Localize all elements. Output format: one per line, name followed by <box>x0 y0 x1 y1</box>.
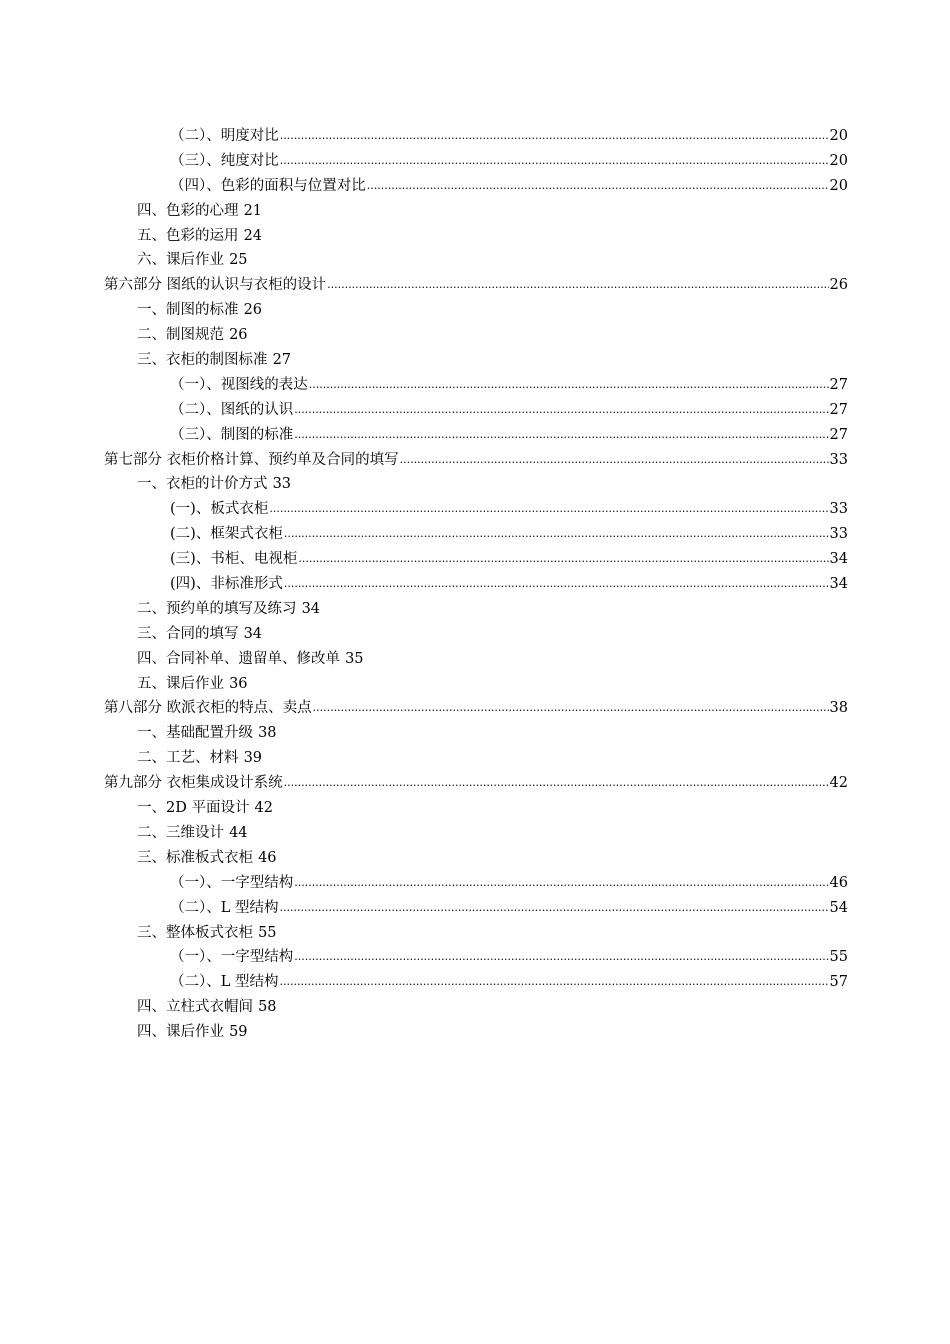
toc-entry[interactable] <box>104 547 848 572</box>
toc-entry-page-number: 44 <box>229 824 248 841</box>
toc-entry-title: 一、衣柜的计价方式 <box>137 476 268 493</box>
toc-entry-page-number: 57 <box>829 974 848 991</box>
toc-dot-leader <box>309 372 829 398</box>
table-of-contents <box>104 124 848 1045</box>
toc-dot-leader <box>294 422 828 448</box>
toc-entry[interactable] <box>104 522 848 547</box>
toc-entry[interactable] <box>104 224 848 249</box>
toc-entry[interactable] <box>104 945 848 970</box>
toc-entry-page-number: 36 <box>229 675 248 692</box>
toc-entry[interactable] <box>104 622 848 647</box>
toc-entry[interactable] <box>104 423 848 448</box>
toc-entry-page-number: 33 <box>829 451 848 468</box>
toc-entry-title: 三、标准板式衣柜 <box>137 849 253 866</box>
toc-entry[interactable] <box>104 323 848 348</box>
toc-entry-title: 六、课后作业 <box>137 252 224 269</box>
toc-entry-title: 第九部分 衣柜集成设计系统 <box>104 775 283 792</box>
toc-dot-leader <box>400 447 829 473</box>
toc-entry-page-number: 38 <box>829 700 848 717</box>
toc-entry[interactable] <box>104 448 848 473</box>
toc-entry-title: （一）、一字型结构 <box>170 874 294 891</box>
toc-entry-title: （三）、纯度对比 <box>170 152 279 169</box>
toc-entry-page-number: 27 <box>272 352 292 369</box>
toc-entry[interactable] <box>104 472 848 497</box>
toc-entry-title: （四）、色彩的面积与位置对比 <box>170 177 366 194</box>
toc-entry-title: 第六部分 图纸的认识与衣柜的设计 <box>104 277 327 294</box>
toc-entry[interactable] <box>104 597 848 622</box>
toc-entry-page-number: 46 <box>829 874 848 891</box>
toc-dot-leader <box>280 895 829 921</box>
toc-entry-title: （一）、一字型结构 <box>170 949 294 966</box>
toc-dot-leader <box>280 969 829 995</box>
toc-entry[interactable] <box>104 298 848 323</box>
toc-entry-title: 二、预约单的填写及练习 <box>137 600 297 617</box>
toc-entry[interactable] <box>104 199 848 224</box>
toc-entry-page-number: 27 <box>829 376 848 393</box>
toc-entry[interactable] <box>104 846 848 871</box>
toc-entry-title: （二）、L 型结构 <box>170 974 279 991</box>
toc-entry-page-number: 58 <box>258 999 277 1016</box>
toc-entry-title: (三)、书柜、电视柜 <box>170 551 298 568</box>
toc-dot-leader <box>294 397 828 423</box>
toc-entry[interactable] <box>104 248 848 273</box>
toc-entry-title: 第八部分 欧派衣柜的特点、卖点 <box>104 700 312 717</box>
toc-entry-title: 一、制图的标准 <box>137 302 239 319</box>
toc-entry-page-number: 59 <box>229 1024 248 1041</box>
toc-entry-page-number: 38 <box>258 725 277 742</box>
toc-entry-page-number: 25 <box>229 252 248 269</box>
toc-entry-title: 二、制图规范 <box>137 327 224 344</box>
toc-entry-page-number: 34 <box>301 600 321 617</box>
toc-entry[interactable] <box>104 373 848 398</box>
toc-entry-page-number: 33 <box>272 476 292 493</box>
toc-entry-title: (四)、非标准形式 <box>170 576 283 593</box>
toc-dot-leader <box>294 944 828 970</box>
toc-entry-page-number: 33 <box>829 501 848 518</box>
toc-entry[interactable] <box>104 696 848 721</box>
toc-entry-title: （二）、明度对比 <box>170 128 279 144</box>
toc-entry-title: （二）、L 型结构 <box>170 899 279 916</box>
toc-entry-title: 三、整体板式衣柜 <box>137 924 253 941</box>
toc-entry-page-number: 39 <box>243 750 263 767</box>
toc-entry-page-number: 21 <box>243 202 263 219</box>
toc-entry-title: （三）、制图的标准 <box>170 426 294 443</box>
toc-entry-title: 五、色彩的运用 <box>137 227 239 244</box>
toc-entry-page-number: 26 <box>829 277 848 294</box>
toc-entry[interactable] <box>104 1020 848 1045</box>
toc-entry[interactable] <box>104 647 848 672</box>
toc-entry-page-number: 46 <box>258 849 277 866</box>
toc-dot-leader <box>327 272 828 298</box>
toc-entry[interactable] <box>104 273 848 298</box>
toc-entry-title: （一）、视图线的表达 <box>170 376 308 393</box>
toc-entry-title: (二)、框架式衣柜 <box>170 526 283 543</box>
toc-entry-page-number: 33 <box>829 526 848 543</box>
toc-entry[interactable] <box>104 746 848 771</box>
toc-entry-page-number: 34 <box>829 551 848 568</box>
toc-entry-title: 三、衣柜的制图标准 <box>137 352 268 369</box>
toc-entry-page-number: 34 <box>243 625 263 642</box>
toc-entry-page-number: 20 <box>829 177 848 194</box>
toc-entry-title: （二）、图纸的认识 <box>170 401 294 418</box>
toc-entry[interactable] <box>104 572 848 597</box>
toc-dot-leader <box>313 695 829 721</box>
toc-entry[interactable] <box>104 970 848 995</box>
toc-entry-page-number: 55 <box>829 949 848 966</box>
toc-entry-title: (一)、板式衣柜 <box>170 501 269 518</box>
toc-entry-page-number: 26 <box>243 302 263 319</box>
toc-entry-page-number: 27 <box>829 426 848 443</box>
toc-dot-leader <box>269 496 828 522</box>
toc-entry[interactable] <box>104 149 848 174</box>
toc-entry[interactable] <box>104 921 848 946</box>
toc-entry-title: 第七部分 衣柜价格计算、预约单及合同的填写 <box>104 451 399 468</box>
toc-entry-title: 二、三维设计 <box>137 824 224 841</box>
toc-entry[interactable] <box>104 821 848 846</box>
toc-entry-page-number: 42 <box>829 775 848 792</box>
toc-entry[interactable] <box>104 896 848 921</box>
toc-entry[interactable] <box>104 174 848 199</box>
toc-entry[interactable] <box>104 348 848 373</box>
toc-dot-leader <box>294 870 828 896</box>
toc-entry-title: 五、课后作业 <box>137 675 224 692</box>
toc-entry[interactable] <box>104 796 848 821</box>
toc-entry[interactable] <box>104 771 848 796</box>
toc-entry-page-number: 20 <box>829 128 848 144</box>
toc-entry-title: 四、色彩的心理 <box>137 202 239 219</box>
toc-entry-page-number: 34 <box>829 576 848 593</box>
toc-entry-title: 一、2D 平面设计 <box>137 800 250 817</box>
toc-entry-page-number: 54 <box>829 899 848 916</box>
toc-entry-page-number: 27 <box>829 401 848 418</box>
toc-entry[interactable] <box>104 995 848 1020</box>
toc-entry-page-number: 42 <box>254 800 273 817</box>
toc-entry[interactable] <box>104 721 848 746</box>
toc-entry[interactable] <box>104 871 848 896</box>
toc-entry-title: 四、合同补单、遗留单、修改单 <box>137 650 340 667</box>
toc-entry-title: 四、课后作业 <box>137 1024 224 1041</box>
toc-entry-page-number: 55 <box>258 924 277 941</box>
toc-entry[interactable] <box>104 398 848 423</box>
toc-dot-leader <box>367 173 829 199</box>
toc-entry-title: 二、工艺、材料 <box>137 750 239 767</box>
toc-entry-page-number: 20 <box>829 152 848 169</box>
toc-dot-leader <box>284 521 829 547</box>
toc-entry-page-number: 35 <box>345 650 364 667</box>
toc-entry[interactable] <box>104 672 848 697</box>
toc-dot-leader <box>280 148 829 174</box>
toc-dot-leader <box>284 770 829 796</box>
toc-dot-leader <box>280 123 829 149</box>
toc-dot-leader <box>298 546 828 572</box>
toc-entry-page-number: 24 <box>243 227 263 244</box>
toc-entry-title: 四、立柱式衣帽间 <box>137 999 253 1016</box>
toc-dot-leader <box>284 571 829 597</box>
toc-entry-title: 一、基础配置升级 <box>137 725 253 742</box>
toc-entry-title: 三、合同的填写 <box>137 625 239 642</box>
toc-entry[interactable] <box>104 497 848 522</box>
toc-entry-page-number: 26 <box>229 327 248 344</box>
toc-entry[interactable] <box>104 124 848 149</box>
